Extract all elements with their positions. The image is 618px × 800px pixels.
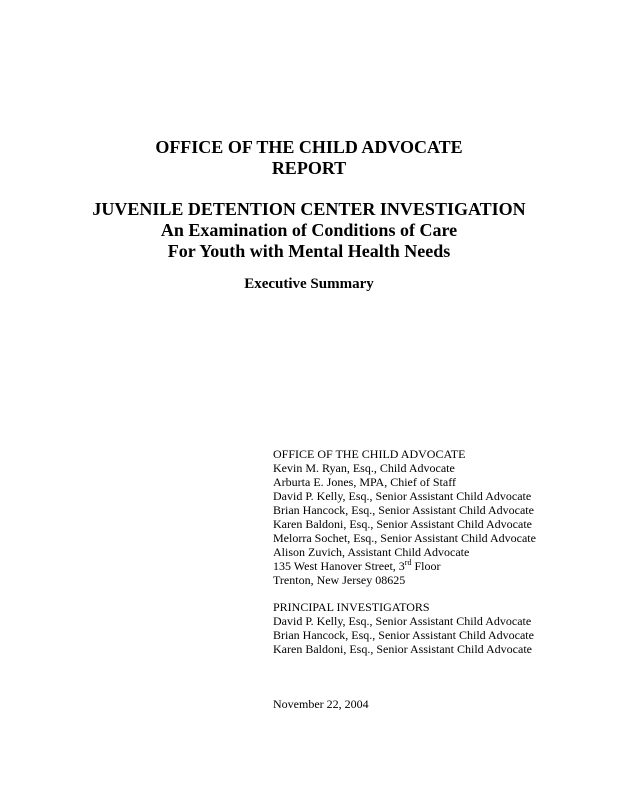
staff-line: Arburta E. Jones, MPA, Chief of Staff	[273, 475, 456, 489]
staff-line: Alison Zuvich, Assistant Child Advocate	[273, 545, 470, 559]
office-title-line: REPORT	[271, 158, 347, 178]
report-date: November 22, 2004	[273, 697, 369, 711]
investigator-line: Karen Baldoni, Esq., Senior Assistant Child Advocate	[273, 642, 532, 656]
investigators-heading: PRINCIPAL INVESTIGATORS	[273, 600, 430, 614]
investigator-line: Brian Hancock, Esq., Senior Assistant Child Advocate	[273, 628, 534, 642]
report-title-line: An Examination of Conditions of Care	[160, 220, 458, 240]
address-street-floor: Floor	[411, 559, 441, 573]
staff-line: Brian Hancock, Esq., Senior Assistant Child Advocate	[273, 503, 534, 517]
address-ordinal-suffix: rd	[404, 558, 412, 567]
report-title-line: For Youth with Mental Health Needs	[167, 241, 451, 261]
office-heading: OFFICE OF THE CHILD ADVOCATE	[273, 447, 466, 461]
address-street-main: 135 West Hanover Street, 3	[273, 559, 405, 573]
executive-summary-heading: Executive Summary	[244, 276, 374, 292]
staff-line: Kevin M. Ryan, Esq., Child Advocate	[273, 461, 455, 475]
section-gap	[273, 587, 603, 600]
staff-line: David P. Kelly, Esq., Senior Assistant Child Advocate	[273, 489, 532, 503]
office-title	[0, 137, 618, 179]
staff-line: Karen Baldoni, Esq., Senior Assistant Child Advocate	[273, 517, 532, 531]
report-title-line: JUVENILE DETENTION CENTER INVESTIGATION	[92, 199, 526, 219]
office-title-line: OFFICE OF THE CHILD ADVOCATE	[155, 137, 463, 157]
address-city: Trenton, New Jersey 08625	[273, 573, 406, 587]
staff-line: Melorra Sochet, Esq., Senior Assistant Child Advocate	[273, 531, 536, 545]
report-title	[0, 199, 618, 262]
address-street	[273, 559, 603, 573]
investigator-line: David P. Kelly, Esq., Senior Assistant Child Advocate	[273, 614, 532, 628]
contacts-block	[273, 447, 603, 656]
